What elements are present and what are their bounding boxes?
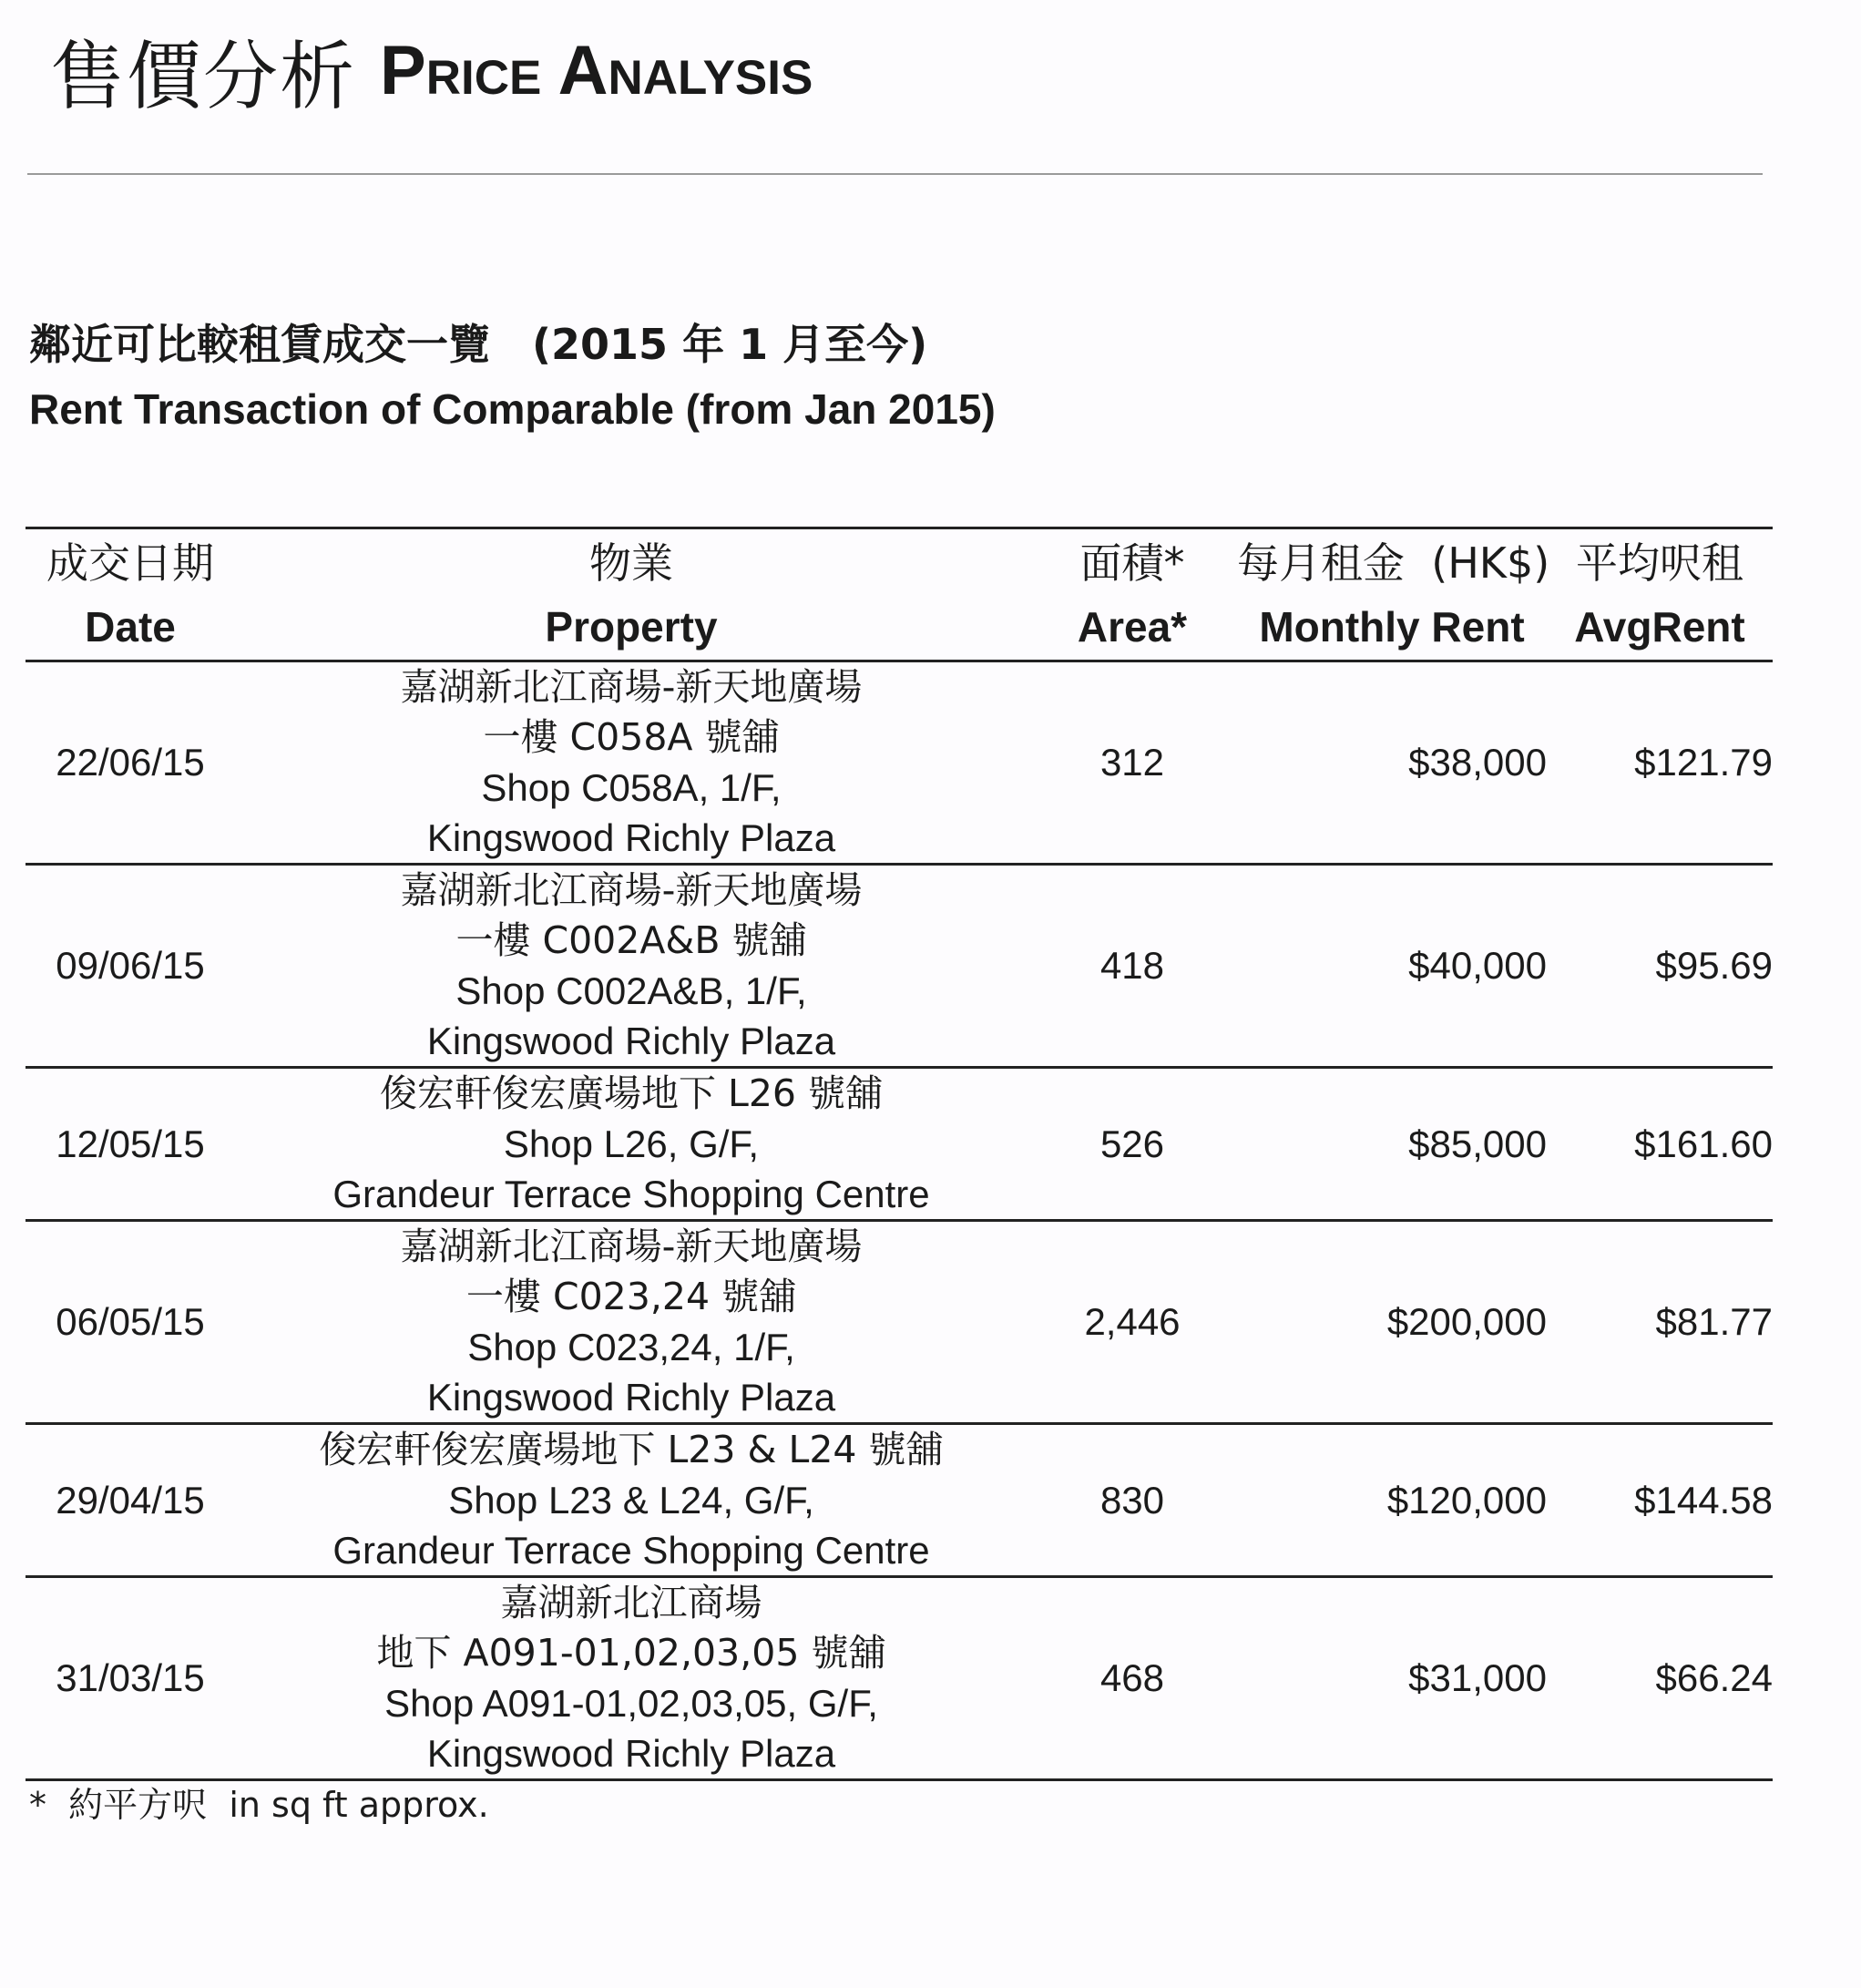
table-row	[26, 661, 1773, 865]
row-property	[235, 1577, 1028, 1780]
row-area: 830	[1028, 1424, 1237, 1577]
property-line: 一樓 C023,24 號舖	[465, 1275, 797, 1318]
row-monthly-rent: $31,000	[1237, 1577, 1547, 1780]
property-line: Grandeur Terrace Shopping Centre	[332, 1529, 930, 1572]
header-property-en: Property	[545, 602, 718, 651]
property-line: Shop C002A&B, 1/F,	[455, 969, 807, 1012]
row-avg-rent: $161.60	[1547, 1068, 1773, 1221]
property-line: 一樓 C058A 號舖	[483, 715, 780, 759]
row-date: 31/03/15	[26, 1577, 235, 1780]
title-divider	[27, 173, 1763, 175]
page-title-chinese: 售價分析	[50, 33, 357, 120]
property-line: 嘉湖新北江商場-新天地廣場	[400, 868, 863, 912]
header-date-en: Date	[85, 602, 176, 651]
table-header-row	[26, 528, 1773, 661]
row-property	[235, 1068, 1028, 1221]
section-heading-chinese: 鄰近可比較租賃成交一覽 (2015 年 1 月至今)	[29, 320, 928, 369]
header-avg-rent	[1547, 528, 1773, 661]
row-property	[235, 1221, 1028, 1424]
property-line: Kingswood Richly Plaza	[426, 816, 836, 859]
table-row	[26, 865, 1773, 1068]
property-line: 一樓 C002A&B 號舖	[455, 918, 807, 962]
row-date: 12/05/15	[26, 1068, 235, 1221]
page-title-english: Price Analysis	[380, 31, 813, 109]
property-line: Shop C023,24, 1/F,	[467, 1326, 795, 1368]
rent-transaction-table	[26, 527, 1773, 1781]
property-line: Shop C058A, 1/F,	[481, 766, 782, 809]
row-area: 418	[1028, 865, 1237, 1068]
property-line: 嘉湖新北江商場	[500, 1581, 762, 1624]
row-monthly-rent: $200,000	[1237, 1221, 1547, 1424]
row-date: 06/05/15	[26, 1221, 235, 1424]
section-heading-english: Rent Transaction of Comparable (from Jan 2015)	[29, 385, 996, 433]
row-monthly-rent: $40,000	[1237, 865, 1547, 1068]
property-line: Shop A091-01,02,03,05, G/F,	[384, 1682, 878, 1725]
table-row	[26, 1221, 1773, 1424]
footnote: * 約平方呎 in sq ft approx.	[29, 1785, 489, 1825]
header-date	[26, 528, 235, 661]
property-line: 俊宏軒俊宏廣場地下 L26 號舖	[379, 1071, 884, 1115]
header-property-zh: 物業	[589, 538, 673, 588]
table-row	[26, 1577, 1773, 1780]
property-line: 地下 A091-01,02,03,05 號舖	[376, 1631, 886, 1675]
property-line: 俊宏軒俊宏廣場地下 L23 & L24 號舖	[319, 1428, 944, 1471]
row-avg-rent: $66.24	[1547, 1577, 1773, 1780]
header-monthly-rent-en: Monthly Rent	[1259, 602, 1525, 651]
property-line: Kingswood Richly Plaza	[426, 1020, 836, 1062]
row-monthly-rent: $85,000	[1237, 1068, 1547, 1221]
row-property	[235, 1424, 1028, 1577]
property-line: Grandeur Terrace Shopping Centre	[332, 1173, 930, 1215]
row-date: 22/06/15	[26, 661, 235, 865]
row-area: 2,446	[1028, 1221, 1237, 1424]
property-line: Kingswood Richly Plaza	[426, 1732, 836, 1775]
table-row	[26, 1068, 1773, 1221]
row-monthly-rent: $120,000	[1237, 1424, 1547, 1577]
row-avg-rent: $121.79	[1547, 661, 1773, 865]
row-avg-rent: $81.77	[1547, 1221, 1773, 1424]
row-property	[235, 865, 1028, 1068]
page-title	[50, 20, 813, 120]
header-area-zh: 面積*	[1079, 538, 1185, 588]
property-line: Shop L26, G/F,	[503, 1122, 760, 1165]
header-area-en: Area*	[1077, 602, 1188, 651]
section-heading	[29, 314, 996, 444]
row-area: 468	[1028, 1577, 1237, 1780]
property-line: Kingswood Richly Plaza	[426, 1376, 836, 1419]
row-property	[235, 661, 1028, 865]
header-date-zh: 成交日期	[46, 538, 214, 588]
row-area: 312	[1028, 661, 1237, 865]
property-line: Shop L23 & L24, G/F,	[448, 1479, 814, 1522]
header-monthly-rent	[1237, 528, 1550, 661]
row-area: 526	[1028, 1068, 1237, 1221]
row-avg-rent: $95.69	[1547, 865, 1773, 1068]
header-avg-rent-zh: 平均呎租	[1576, 538, 1743, 588]
row-monthly-rent: $38,000	[1237, 661, 1547, 865]
property-line: 嘉湖新北江商場-新天地廣場	[400, 1225, 863, 1268]
property-line: 嘉湖新北江商場-新天地廣場	[400, 665, 863, 709]
table-row	[26, 1424, 1773, 1577]
row-date: 09/06/15	[26, 865, 235, 1068]
header-area	[1028, 528, 1237, 661]
row-date: 29/04/15	[26, 1424, 235, 1577]
header-avg-rent-en: AvgRent	[1574, 602, 1745, 651]
header-monthly-rent-zh: 每月租金 (HK$)	[1237, 538, 1550, 588]
row-avg-rent: $144.58	[1547, 1424, 1773, 1577]
header-property	[235, 528, 1028, 661]
